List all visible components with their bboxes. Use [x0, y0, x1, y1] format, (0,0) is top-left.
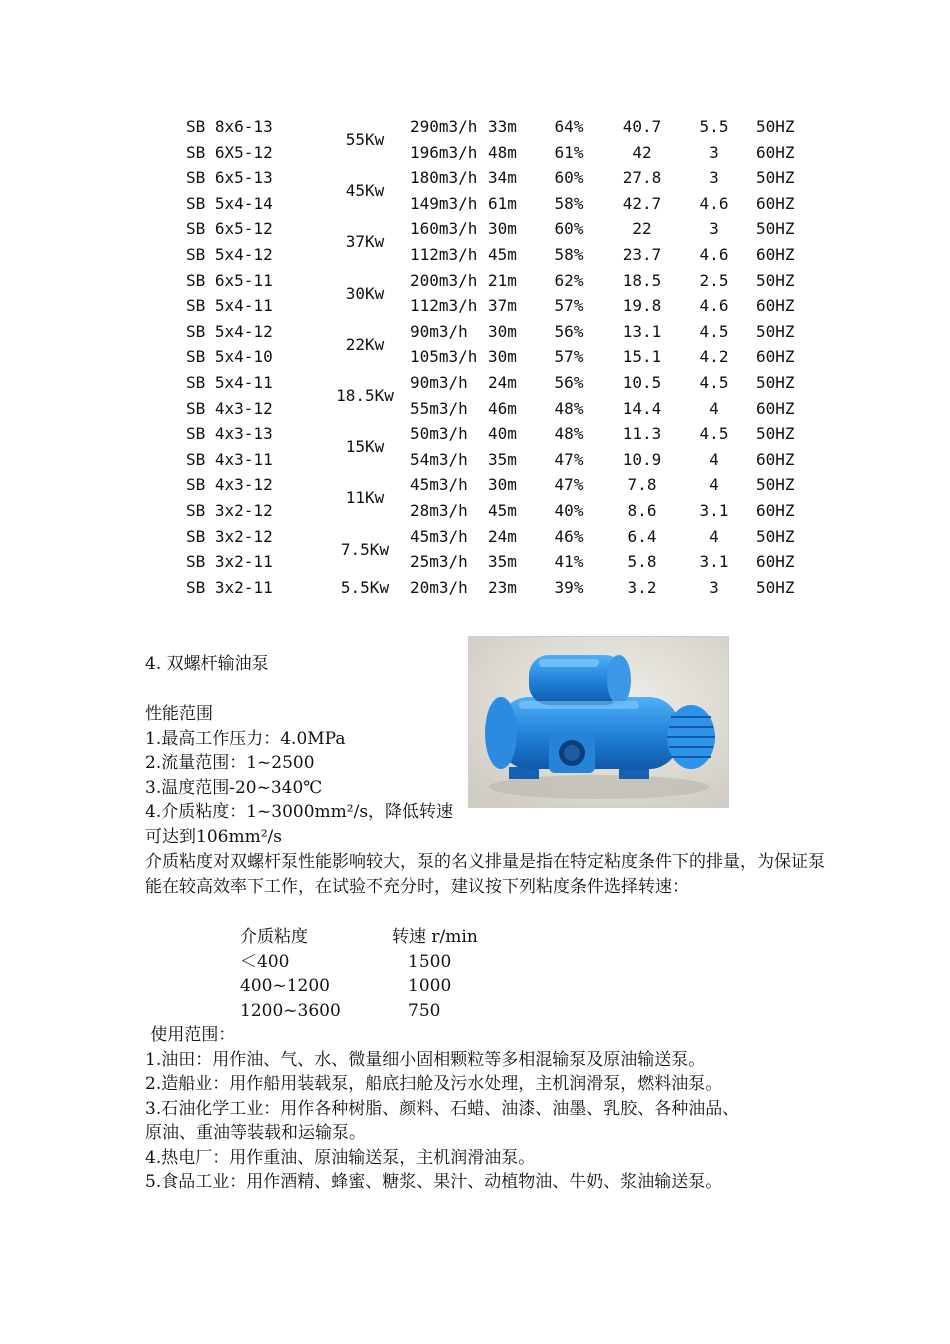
cell-npsh: 22	[632, 219, 652, 239]
power-cell: 45Kw	[345, 181, 385, 201]
table-row	[180, 293, 820, 319]
cell-eff: 40%	[554, 500, 584, 520]
cell-flow: 90m3/h	[410, 321, 468, 341]
viscosity-value: 1200~3600	[240, 1000, 341, 1021]
viscosity-paragraph: 介质粘度对双螺杆泵性能影响较大，泵的名义排量是指在特定粘度条件下的排量，为保证泵能在较高效率下工作，在试验不充分时，建议按下列粘度条件选择转速：	[145, 852, 825, 897]
viscosity-header: 介质粘度	[240, 927, 308, 947]
power-cell: 18.5Kw	[336, 386, 394, 405]
cell-npsh: 11.3	[622, 424, 662, 444]
cell-model: SB 3x2-12	[186, 526, 273, 546]
cell-flow: 196m3/h	[410, 142, 478, 162]
cell-head: 34m	[488, 168, 517, 188]
cell-dia: 4.6	[699, 296, 729, 316]
usage-list	[145, 1048, 739, 1195]
usage-item: 原油、重油等装载和运输泵。	[145, 1123, 366, 1143]
cell-eff: 41%	[554, 552, 584, 572]
table-row	[180, 344, 820, 370]
cell-npsh: 14.4	[622, 398, 662, 418]
usage-item: 2.造船业：用作船用装载泵，船底扫舱及污水处理，主机润滑泵，燃料油泵。	[145, 1074, 723, 1094]
power-cell: 11Kw	[345, 488, 385, 508]
table-row	[180, 191, 820, 217]
cell-dia: 4.5	[699, 424, 729, 444]
cell-dia: 4.6	[699, 193, 729, 213]
cell-npsh: 8.6	[627, 500, 657, 520]
cell-eff: 57%	[554, 296, 584, 316]
cell-flow: 20m3/h	[410, 577, 468, 597]
cell-model: SB 4x3-11	[186, 449, 273, 469]
cell-hz: 50HZ	[756, 117, 795, 136]
cell-eff: 58%	[554, 244, 584, 264]
usage-item: 5.食品工业：用作酒精、蜂蜜、糖浆、果汁、动植物油、牛奶、浆油输送泵。	[145, 1172, 723, 1192]
cell-flow: 28m3/h	[410, 500, 468, 520]
viscosity-rows	[240, 950, 540, 1024]
cell-hz: 60HZ	[756, 449, 795, 469]
cell-model: SB 5x4-10	[186, 347, 273, 367]
cell-model: SB 6x5-12	[186, 219, 273, 239]
cell-npsh: 19.8	[622, 296, 662, 316]
cell-eff: 60%	[554, 219, 584, 239]
cell-hz: 50HZ	[756, 424, 795, 444]
cell-dia: 3.1	[699, 500, 729, 520]
cell-dia: 4.5	[699, 372, 729, 392]
cell-hz: 60HZ	[756, 398, 795, 418]
cell-dia: 4.2	[699, 347, 729, 367]
table-row	[180, 165, 820, 191]
cell-eff: 56%	[554, 321, 584, 341]
cell-eff: 58%	[554, 193, 584, 213]
cell-dia: 3	[709, 577, 719, 597]
cell-model: SB 6x5-11	[186, 270, 273, 290]
cell-eff: 57%	[554, 347, 584, 367]
cell-flow: 149m3/h	[410, 193, 478, 213]
cell-model: SB 8x6-13	[186, 117, 273, 136]
power-cell: 15Kw	[345, 437, 385, 457]
power-cell: 7.5Kw	[340, 539, 390, 559]
cell-flow: 290m3/h	[410, 117, 478, 136]
cell-dia: 2.5	[699, 270, 729, 290]
cell-npsh: 10.9	[622, 449, 662, 469]
cell-eff: 39%	[554, 577, 584, 597]
usage-section	[145, 1023, 739, 1195]
cell-model: SB 5x4-14	[186, 193, 273, 213]
performance-section	[145, 702, 453, 849]
usage-item: 4.热电厂：用作重油、原油输送泵，主机润滑油泵。	[145, 1147, 536, 1168]
cell-eff: 46%	[554, 526, 584, 546]
cell-npsh: 5.8	[627, 552, 657, 572]
viscosity-header-row	[240, 925, 540, 950]
table-row	[180, 472, 820, 498]
cell-model: SB 3x2-11	[186, 552, 273, 572]
pump-spec-table	[180, 114, 820, 600]
cell-hz: 50HZ	[756, 168, 795, 188]
viscosity-speed-table	[240, 925, 540, 1023]
cell-head: 45m	[488, 500, 517, 520]
performance-item: 可达到106mm²/s	[145, 826, 282, 847]
cell-npsh: 10.5	[622, 372, 662, 392]
cell-hz: 60HZ	[756, 193, 795, 213]
cell-flow: 105m3/h	[410, 347, 478, 367]
cell-hz: 50HZ	[756, 321, 795, 341]
usage-item: 1.油田：用作油、气、水、微量细小固相颗粒等多相混输泵及原油输送泵。	[145, 1049, 706, 1070]
cell-model: SB 5x4-11	[186, 296, 273, 316]
cell-head: 35m	[488, 449, 517, 469]
performance-title: 性能范围	[145, 704, 213, 724]
cell-dia: 3	[709, 142, 719, 162]
cell-eff: 60%	[554, 168, 584, 188]
performance-item: 1.最高工作压力：4.0MPa	[145, 728, 346, 749]
table-row	[180, 447, 820, 473]
cell-dia: 4	[709, 475, 719, 495]
cell-head: 48m	[488, 142, 517, 162]
cell-npsh: 3.2	[627, 577, 657, 597]
cell-eff: 48%	[554, 424, 584, 444]
power-cell: 30Kw	[345, 283, 385, 303]
cell-npsh: 42	[632, 142, 652, 162]
cell-eff: 48%	[554, 398, 584, 418]
table-row	[180, 498, 820, 524]
table-row	[180, 268, 820, 294]
cell-eff: 56%	[554, 372, 584, 392]
cell-npsh: 7.8	[627, 475, 657, 495]
speed-value: 750	[408, 1000, 441, 1021]
cell-model: SB 6X5-12	[186, 142, 273, 162]
cell-npsh: 15.1	[622, 347, 662, 367]
cell-hz: 50HZ	[756, 270, 795, 290]
cell-flow: 90m3/h	[410, 372, 468, 392]
table-row	[180, 114, 820, 140]
cell-npsh: 18.5	[622, 270, 662, 290]
cell-flow: 45m3/h	[410, 475, 468, 495]
cell-head: 24m	[488, 372, 517, 392]
cell-flow: 45m3/h	[410, 526, 468, 546]
cell-eff: 62%	[554, 270, 584, 290]
table-row	[180, 140, 820, 166]
cell-head: 61m	[488, 193, 517, 213]
cell-flow: 112m3/h	[410, 296, 478, 316]
cell-hz: 60HZ	[756, 500, 795, 520]
cell-model: SB 3x2-11	[186, 577, 273, 597]
cell-hz: 50HZ	[756, 372, 795, 392]
performance-list	[145, 727, 453, 850]
cell-hz: 60HZ	[756, 552, 795, 572]
speed-value: 1000	[408, 976, 452, 997]
cell-model: SB 5x4-11	[186, 372, 273, 392]
cell-dia: 4	[709, 398, 719, 418]
cell-dia: 4	[709, 449, 719, 469]
cell-flow: 54m3/h	[410, 449, 468, 469]
table-row	[180, 549, 820, 575]
cell-hz: 50HZ	[756, 475, 795, 495]
cell-flow: 112m3/h	[410, 244, 478, 264]
power-cell: 22Kw	[345, 334, 385, 354]
cell-eff: 64%	[554, 117, 584, 136]
cell-eff: 61%	[554, 142, 584, 162]
cell-flow: 55m3/h	[410, 398, 468, 418]
cell-eff: 47%	[554, 475, 584, 495]
cell-head: 37m	[488, 296, 517, 316]
cell-hz: 60HZ	[756, 347, 795, 367]
cell-flow: 160m3/h	[410, 219, 478, 239]
cell-hz: 60HZ	[756, 296, 795, 316]
pump-illustration-icon	[469, 637, 728, 807]
cell-head: 33m	[488, 117, 517, 136]
cell-head: 40m	[488, 424, 517, 444]
cell-flow: 25m3/h	[410, 552, 468, 572]
cell-head: 45m	[488, 244, 517, 264]
cell-head: 46m	[488, 398, 517, 418]
cell-head: 30m	[488, 219, 517, 239]
cell-head: 30m	[488, 347, 517, 367]
speed-value: 1500	[408, 951, 452, 972]
cell-head: 24m	[488, 526, 517, 546]
cell-head: 30m	[488, 475, 517, 495]
performance-item: 4.介质粘度：1~3000mm²/s，降低转速	[145, 802, 454, 822]
cell-model: SB 5x4-12	[186, 321, 273, 341]
table-row	[180, 319, 820, 345]
table-row	[180, 421, 820, 447]
cell-model: SB 3x2-12	[186, 500, 273, 520]
cell-model: SB 4x3-12	[186, 475, 273, 495]
cell-flow: 200m3/h	[410, 270, 478, 290]
viscosity-value: 400~1200	[240, 976, 330, 997]
cell-model: SB 6x5-13	[186, 168, 273, 188]
table-row	[180, 370, 820, 396]
cell-dia: 4.5	[699, 321, 729, 341]
viscosity-value: ＜400	[240, 951, 290, 972]
cell-npsh: 13.1	[622, 321, 662, 341]
cell-head: 35m	[488, 552, 517, 572]
cell-npsh: 6.4	[627, 526, 657, 546]
usage-item: 3.石油化学工业：用作各种树脂、颜料、石蜡、油漆、油墨、乳胶、各种油品、	[145, 1098, 740, 1119]
cell-npsh: 40.7	[622, 117, 662, 136]
cell-hz: 60HZ	[756, 142, 795, 162]
cell-dia: 3	[709, 219, 719, 239]
cell-flow: 50m3/h	[410, 424, 468, 444]
power-cell: 5.5Kw	[340, 577, 390, 597]
cell-hz: 50HZ	[756, 219, 795, 239]
cell-dia: 3.1	[699, 552, 729, 572]
cell-head: 21m	[488, 270, 517, 290]
power-cell: 37Kw	[345, 232, 385, 252]
section-heading: 4. 双螺杆输油泵	[145, 654, 269, 674]
twin-screw-pump-image	[468, 636, 729, 808]
cell-dia: 4.6	[699, 244, 729, 264]
cell-head: 30m	[488, 321, 517, 341]
table-row	[180, 216, 820, 242]
cell-hz: 50HZ	[756, 526, 795, 546]
cell-eff: 47%	[554, 449, 584, 469]
cell-dia: 3	[709, 168, 719, 188]
cell-dia: 4	[709, 526, 719, 546]
cell-hz: 60HZ	[756, 244, 795, 264]
viscosity-row	[240, 999, 540, 1024]
cell-hz: 50HZ	[756, 577, 795, 597]
cell-npsh: 42.7	[622, 193, 662, 213]
cell-model: SB 4x3-13	[186, 424, 273, 444]
speed-header: 转速 r/min	[392, 927, 478, 947]
usage-title: 使用范围：	[145, 1025, 236, 1045]
cell-model: SB 5x4-12	[186, 244, 273, 264]
cell-flow: 180m3/h	[410, 168, 478, 188]
cell-dia: 5.5	[699, 117, 729, 136]
cell-head: 23m	[488, 577, 517, 597]
table-row	[180, 396, 820, 422]
performance-item: 3.温度范围-20~340℃	[145, 777, 323, 798]
table-row	[180, 242, 820, 268]
viscosity-row	[240, 950, 540, 975]
cell-model: SB 4x3-12	[186, 398, 273, 418]
table-row	[180, 524, 820, 550]
cell-npsh: 23.7	[622, 244, 662, 264]
power-cell: 55Kw	[345, 130, 385, 149]
cell-npsh: 27.8	[622, 168, 662, 188]
viscosity-row	[240, 974, 540, 999]
table-row	[180, 575, 820, 601]
performance-item: 2.流量范围：1~2500	[145, 753, 315, 773]
